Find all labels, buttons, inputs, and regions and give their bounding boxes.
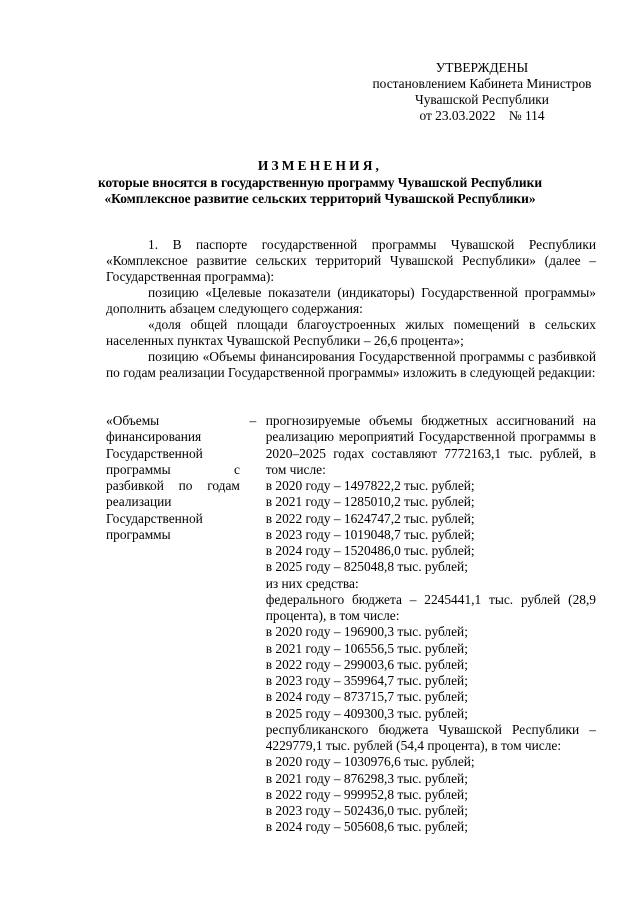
paragraph-2: позицию «Целевые показатели (индикаторы) Государственной программы» дополнить абзацем следующего содержания: (106, 285, 596, 316)
republic-year-2024: в 2024 году – 505608,6 тыс. рублей; (265, 819, 468, 835)
total-year-2023: в 2023 году – 1019048,7 тыс. рублей; (265, 526, 475, 542)
financing-label: «Объемы финансирования Государственной программы с разбивкой по годам реализации Государственной программы (106, 413, 240, 542)
total-year-2022: в 2022 году – 1624747,2 тыс. рублей; (265, 510, 475, 526)
total-year-2024: в 2024 году – 1520486,0 тыс. рублей; (265, 543, 475, 558)
federal-year-2025: в 2025 году – 409300,3 тыс. рублей; (265, 705, 468, 721)
financing-dash: – (249, 413, 257, 428)
republic-year-2022: в 2022 году – 999952,8 тыс. рублей; (265, 786, 468, 802)
title-line-2: «Комплексное развитие сельских территорий Чувашской Республики» (104, 191, 536, 206)
republic-budget: республиканского бюджета Чувашской Республики – 4229779,1 тыс. рублей (54,4 процента), в том числе: (265, 721, 596, 753)
financing-table (106, 413, 596, 836)
approval-republic: Чувашской Республики (415, 92, 549, 107)
approval-stamp (362, 60, 602, 124)
document-body (106, 237, 596, 381)
republic-year-2023: в 2023 году – 502436,0 тыс. рублей; (265, 803, 468, 818)
paragraph-4: позицию «Объемы финансирования Государственной программы с разбивкой по годам реализации Государственной программы» изложить в следующей редакции: (106, 349, 596, 380)
federal-year-2024: в 2024 году – 873715,7 тыс. рублей; (265, 689, 468, 705)
paragraph-3: «доля общей площади благоустроенных жилых помещений в сельских населенных пунктах Чувашской Республики – 26,6 процента»; (106, 317, 596, 348)
of-them-label: из них средства: (265, 575, 359, 591)
total-year-2025: в 2025 году – 825048,8 тыс. рублей; (265, 559, 468, 575)
republic-year-2020: в 2020 году – 1030976,6 тыс. рублей; (265, 754, 475, 770)
total-year-2020: в 2020 году – 1497822,2 тыс. рублей; (265, 478, 475, 493)
republic-year-2021: в 2021 году – 876298,3 тыс. рублей; (265, 770, 468, 786)
approval-authority: постановлением Кабинета Министров (372, 76, 592, 91)
title-heading: ИЗМЕНЕНИЯ, (257, 158, 383, 173)
approval-heading: УТВЕРЖДЕНЫ (435, 60, 529, 75)
financing-intro: прогнозируемые объемы бюджетных ассигнований на реализацию мероприятий Государственной программы в 2020–2025 годах составляют 7772163,1 тыс. рублей, в том числе: (265, 413, 596, 477)
federal-year-2020: в 2020 году – 196900,3 тыс. рублей; (265, 624, 468, 640)
document-title (60, 158, 580, 208)
financing-details (266, 413, 596, 836)
total-year-2021: в 2021 году – 1285010,2 тыс. рублей; (265, 494, 475, 510)
federal-year-2022: в 2022 году – 299003,6 тыс. рублей; (265, 656, 468, 672)
paragraph-1: 1. В паспорте государственной программы Чувашской Республики «Комплексное развитие сельских территорий Чувашской Республики» (далее – Государственная программа): (106, 237, 596, 284)
federal-year-2021: в 2021 году – 106556,5 тыс. рублей; (265, 640, 468, 656)
approval-date-number: от 23.03.2022 № 114 (419, 108, 545, 123)
federal-budget: федерального бюджета – 2245441,1 тыс. рублей (28,9 процента), в том числе: (265, 591, 596, 623)
federal-year-2023: в 2023 году – 359964,7 тыс. рублей; (265, 673, 468, 688)
title-line-1: которые вносятся в государственную программу Чувашской Республики (97, 174, 543, 190)
